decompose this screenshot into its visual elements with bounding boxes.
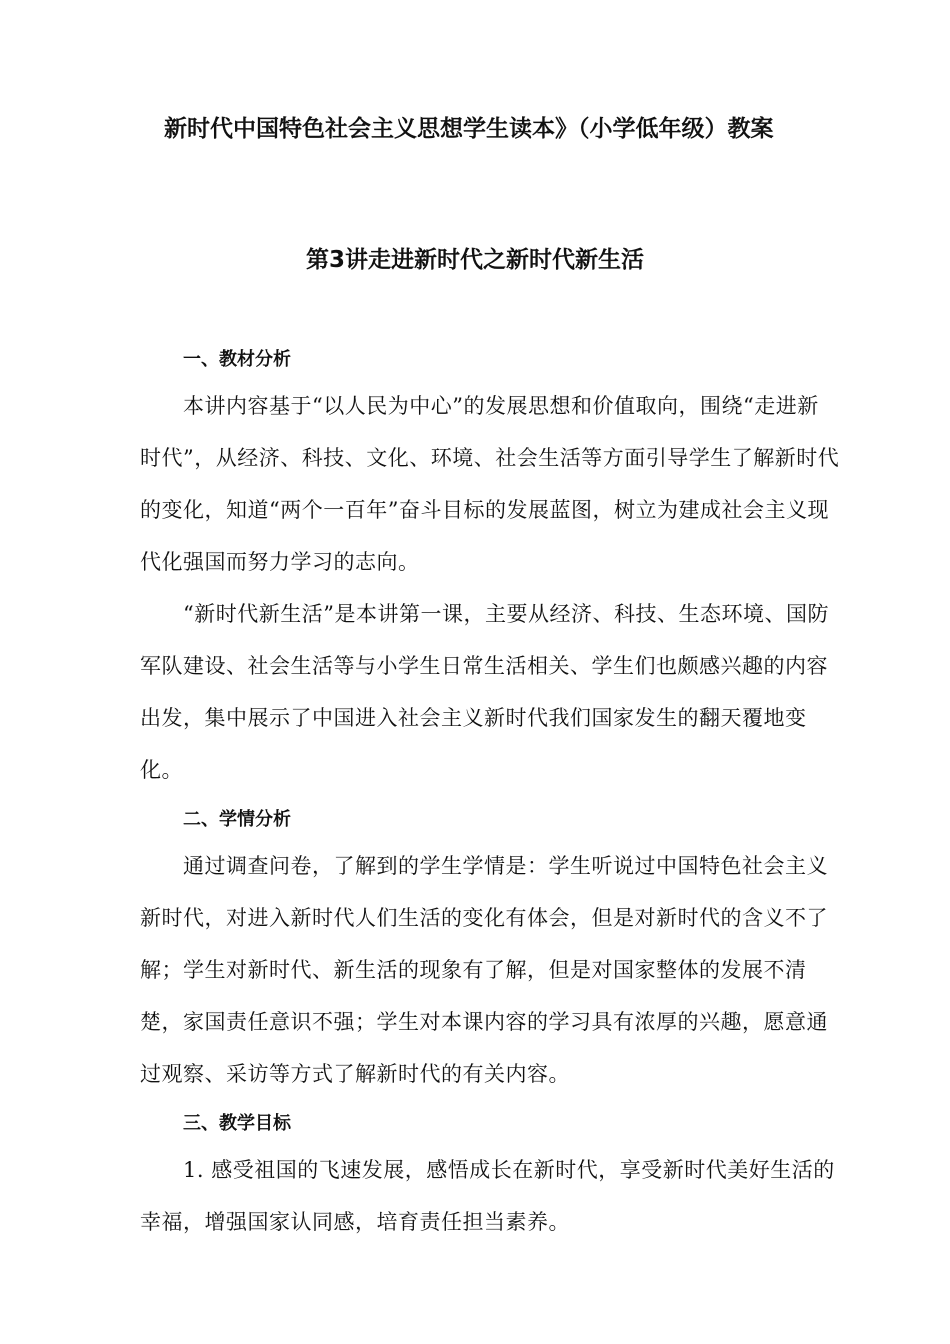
section-heading: 二、学情分析: [183, 809, 291, 830]
paragraph: 本讲内容基于“以人民为中心”的发展思想和价值取向，围绕“走进新时代”，从经济、科技、文化、环境、社会生活等方面引导学生了解新时代的变化，知道“两个一百年”奋斗目标的发展蓝图，树立为建成社会主义现代化强国而努力学习的志向。: [140, 394, 840, 574]
section-heading: 一、教材分析: [183, 349, 291, 370]
section-heading: 三、教学目标: [183, 1113, 291, 1134]
paragraph: “新时代新生活”是本讲第一课，主要从经济、科技、生态环境、国防军队建设、社会生活等与小学生日常生活相关、学生们也颇感兴趣的内容出发，集中展示了中国进入社会主义新时代我们国家发生的翻天覆地变化。: [140, 602, 829, 782]
section-textbook-analysis: [140, 346, 840, 796]
section-teaching-goals: [140, 1110, 840, 1248]
document-title: 新时代中国特色社会主义思想学生读本》（小学低年级）教案: [164, 116, 774, 142]
lecture-title: 第3讲走进新时代之新时代新生活: [305, 247, 644, 273]
section-learner-analysis: [140, 806, 840, 1100]
document-body: [140, 346, 840, 1248]
paragraph: 通过调查问卷，了解到的学生学情是：学生听说过中国特色社会主义新时代，对进入新时代人们生活的变化有体会，但是对新时代的含义不了解；学生对新时代、新生活的现象有了解，但是对国家整体的发展不清楚，家国责任意识不强；学生对本课内容的学习具有浓厚的兴趣，愿意通过观察、采访等方式了解新时代的有关内容。: [140, 854, 828, 1086]
paragraph: 1. 感受祖国的飞速发展，感悟成长在新时代，享受新时代美好生活的幸福，增强国家认同感，培育责任担当素养。: [140, 1158, 835, 1234]
